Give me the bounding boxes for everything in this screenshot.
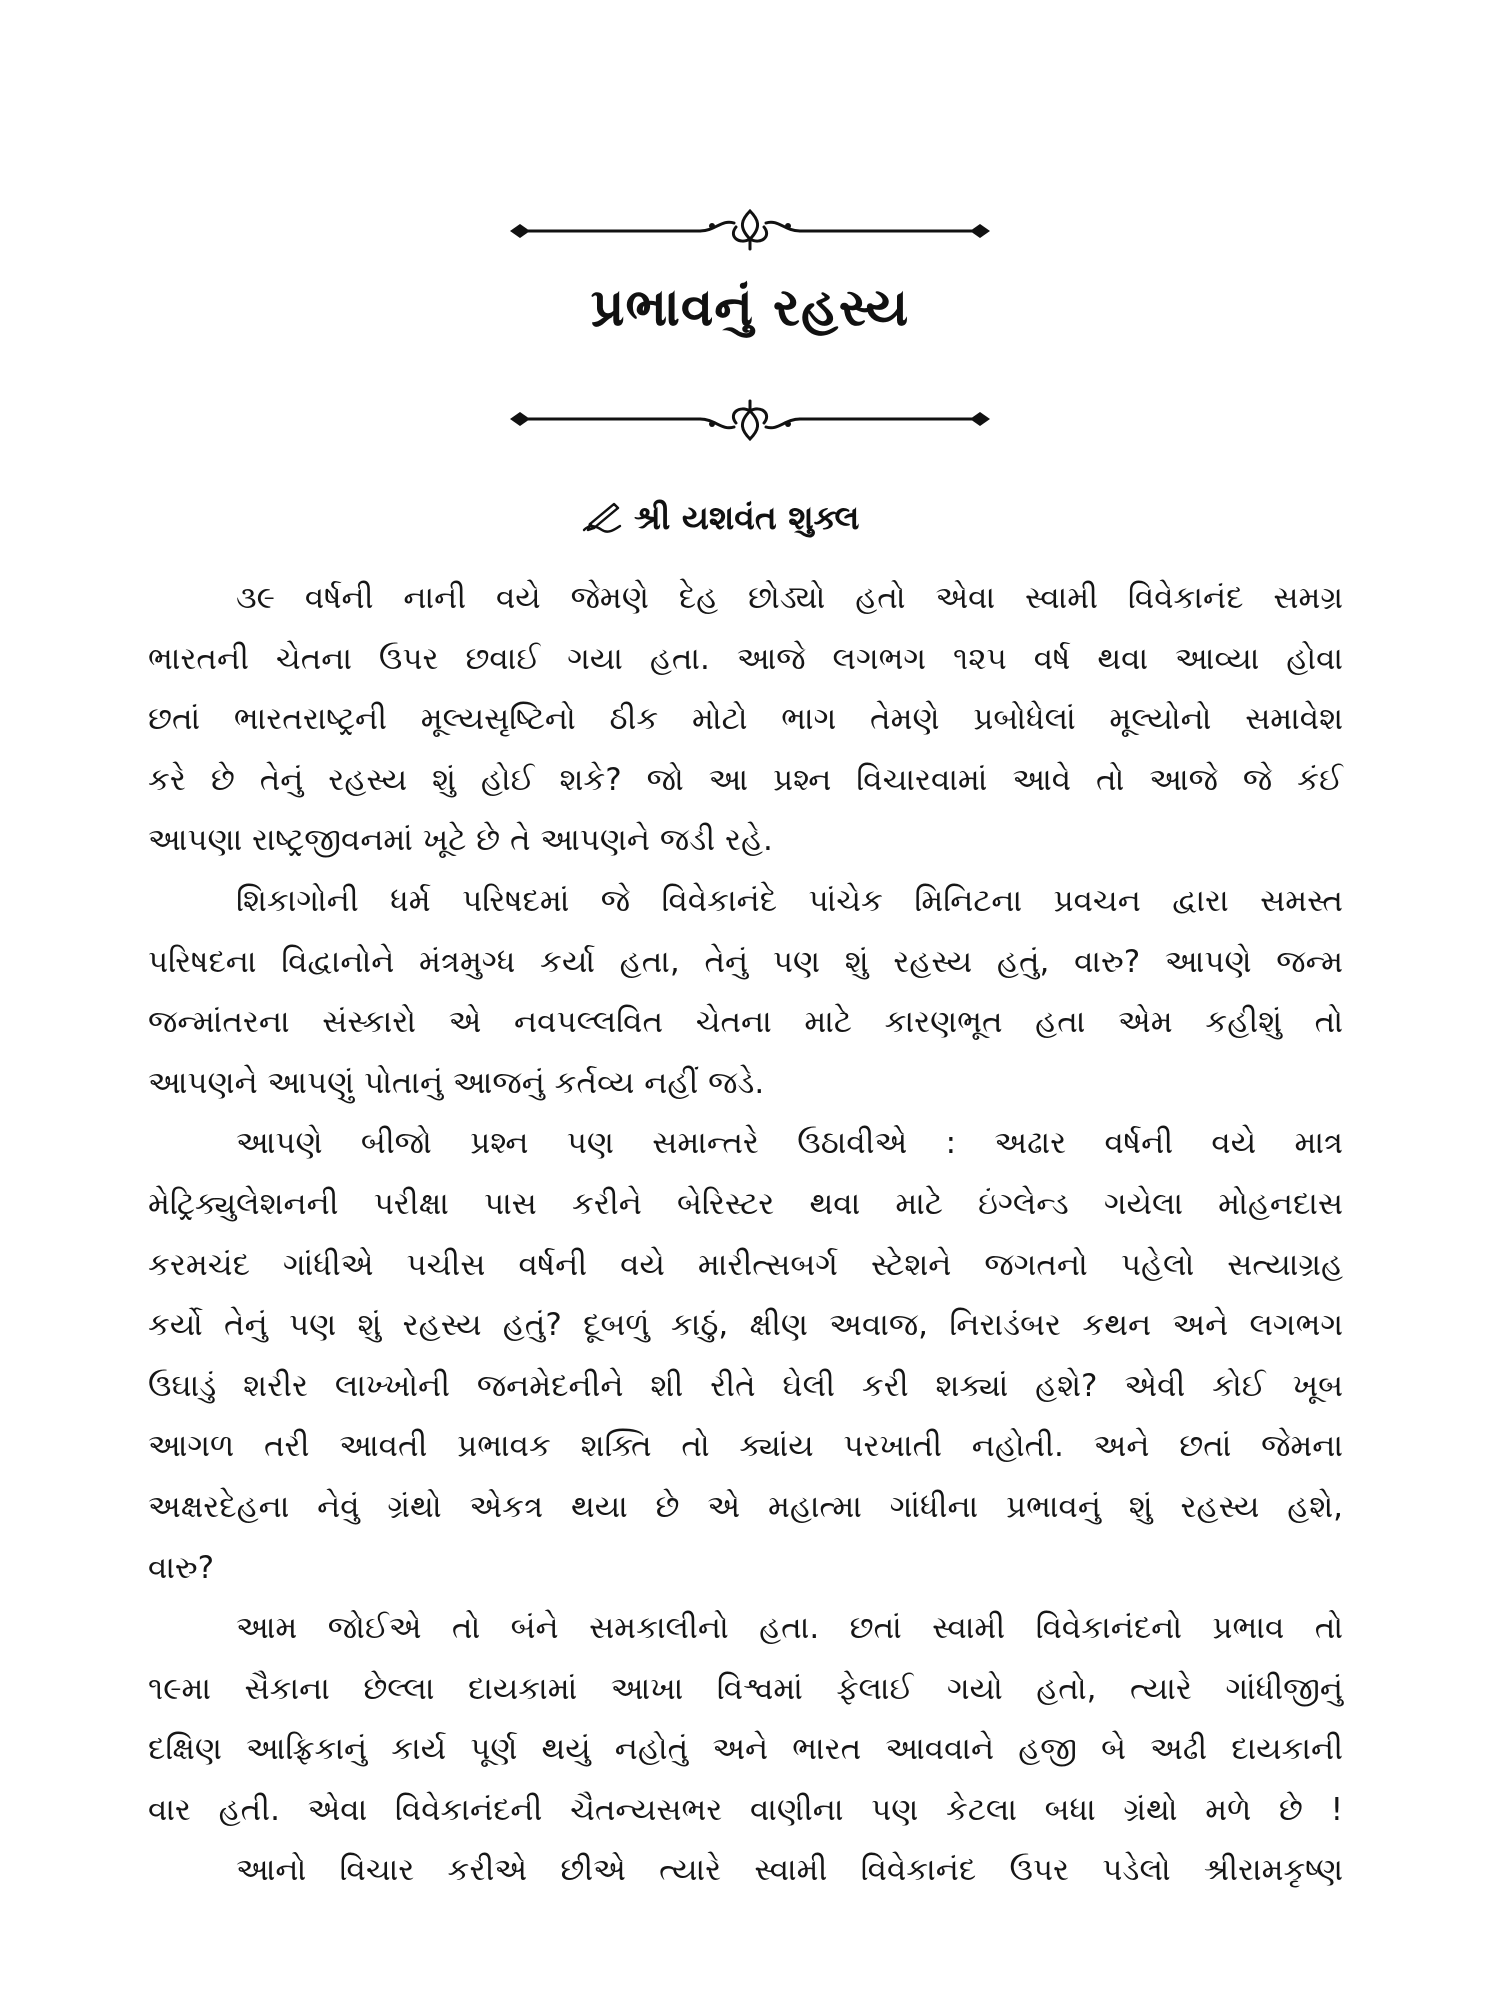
text-line: શિકાગોની ધર્મ પરિષદમાં જે વિવેકાનંદે પાંચેક મિનિટના પ્રવચન દ્વારા સમસ્ત xyxy=(236,882,1343,919)
text-line: આપણે બીજો પ્રશ્ન પણ સમાન્તરે ઉઠાવીએ : અઢાર વર્ષની વયે માત્ર xyxy=(236,1125,1343,1162)
fleuron-divider-icon xyxy=(500,205,1000,255)
fleuron-divider-icon xyxy=(500,395,1000,445)
text-line: પરિષદના વિદ્વાનોને મંત્રમુગ્ધ કર્યા હતા, તેનું પણ શું રહસ્ય હતું, વારુ? આપણે જન્મ xyxy=(148,943,1343,980)
text-line: જન્માંતરના સંસ્કારો એ નવપલ્લવિત ચેતના માટે કારણભૂત હતા એમ કહીશું તો xyxy=(148,1004,1343,1041)
text-line: છતાં ભારતરાષ્ટ્રની મૂલ્યસૃષ્ટિનો ઠીક મોટો ભાગ તેમણે પ્રબોધેલાં મૂલ્યોનો સમાવેશ xyxy=(148,701,1343,738)
text-line: આમ જોઈએ તો બંને સમકાલીનો હતા. છતાં સ્વામી વિવેકાનંદનો પ્રભાવ તો xyxy=(236,1610,1343,1647)
text-line: કરે છે તેનું રહસ્ય શું હોઈ શકે? જો આ પ્રશ્ન વિચારવામાં આવે તો આજે જે કંઈ xyxy=(148,761,1343,798)
text-line: અક્ષરદેહના નેવું ગ્રંથો એકત્ર થયા છે એ મહાત્મા ગાંધીના પ્રભાવનું શું રહસ્ય હશે, xyxy=(148,1488,1343,1525)
author-byline xyxy=(580,488,859,548)
text-line: ૧૯મા સૈકાના છેલ્લા દાયકામાં આખા વિશ્વમાં ફેલાઈ ગયો હતો, ત્યારે ગાંધીજીનું xyxy=(148,1670,1343,1707)
text-line: ઉઘાડું શરીર લાખ્ખોની જનમેદનીને શી રીતે ઘેલી કરી શક્યાં હશે? એવી કોઈ ખૂબ xyxy=(148,1367,1343,1404)
text-line: વાર હતી. એવા વિવેકાનંદની ચૈતન્યસભર વાણીના પણ કેટલા બધા ગ્રંથો મળે છે ! xyxy=(148,1791,1343,1828)
text-line: કર્યો તેનું પણ શું રહસ્ય હતું? દૂબળું કાઠું, ક્ષીણ અવાજ, નિરાડંબર કથન અને લગભગ xyxy=(148,1307,1343,1344)
text-line: આગળ તરી આવતી પ્રભાવક શક્તિ તો ક્યાંય પરખાતી નહોતી. અને છતાં જેમના xyxy=(148,1428,1343,1465)
text-line: ૩૯ વર્ષની નાની વયે જેમણે દેહ છોડ્યો હતો એવા સ્વામી વિવેકાનંદ સમગ્ર xyxy=(236,580,1343,616)
text-line: આનો વિચાર કરીએ છીએ ત્યારે સ્વામી વિવેકાનંદ ઉપર પડેલો શ્રીરામકૃષ્ણ xyxy=(236,1852,1343,1889)
page-title: પ્રભાવનું રહસ્ય xyxy=(590,278,910,338)
text-line: વારુ? xyxy=(148,1549,215,1586)
text-line: ભારતની ચેતના ઉપર છવાઈ ગયા હતા. આજે લગભગ ૧૨૫ વર્ષ થવા આવ્યા હોવા xyxy=(148,640,1343,677)
text-line: આપણા રાષ્ટ્રજીવનમાં ખૂટે છે તે આપણને જડી રહે. xyxy=(148,822,773,859)
pen-writing-icon xyxy=(580,500,624,536)
text-line: મેટ્રિક્યુલેશનની પરીક્ષા પાસ કરીને બેરિસ્ટર થવા માટે ઇંગ્લેન્ડ ગયેલા મોહનદાસ xyxy=(148,1185,1343,1222)
text-line: દક્ષિણ આફ્રિકાનું કાર્ય પૂર્ણ થયું નહોતું અને ભારત આવવાને હજી બે અઢી દાયકાની xyxy=(148,1731,1343,1768)
text-line: આપણને આપણું પોતાનું આજનું કર્તવ્ય નહીં જડે. xyxy=(148,1064,765,1101)
top-ornament-graphic xyxy=(500,205,1000,255)
article-body xyxy=(148,568,1343,1901)
text-line: કરમચંદ ગાંધીએ પચીસ વર્ષની વયે મારીત્સબર્ગ સ્ટેશને જગતનો પહેલો સત્યાગ્રહ xyxy=(148,1246,1343,1283)
bottom-ornament-graphic xyxy=(500,395,1000,445)
author-name: શ્રી યશવંત શુક્લ xyxy=(634,498,860,537)
